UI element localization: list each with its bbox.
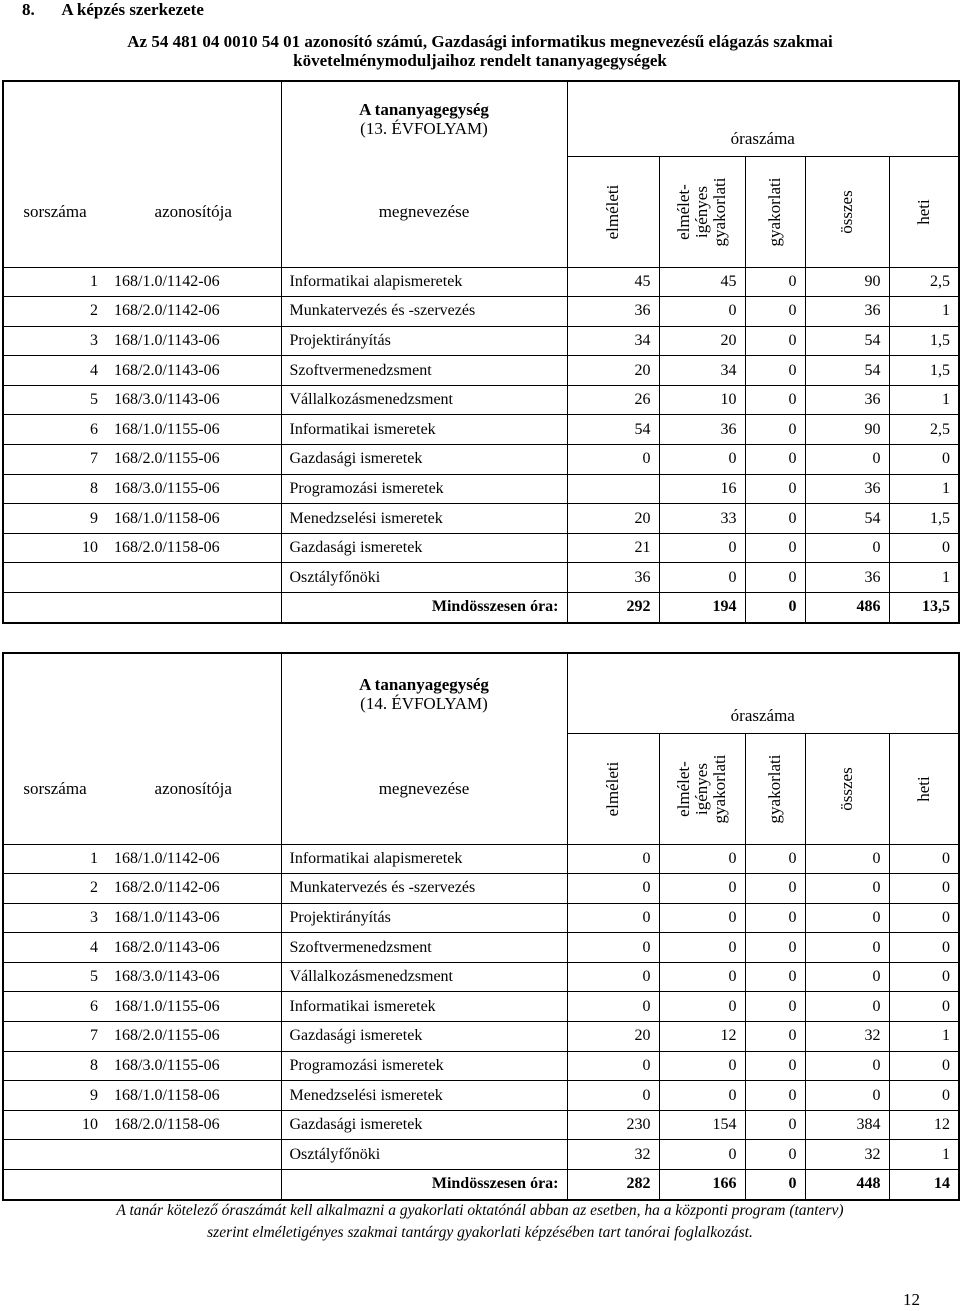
- azonosito-cell: 168/1.0/1142-06: [106, 844, 281, 874]
- table-row: [3, 1110, 959, 1140]
- megnevezes-cell: Projektirányítás: [281, 903, 567, 933]
- total-osszes-cell: 448: [805, 1170, 889, 1200]
- megnevezes-cell: Programozási ismeretek: [281, 1051, 567, 1081]
- elmeleti-cell: 54: [567, 415, 659, 445]
- osszes-cell: 36: [805, 297, 889, 327]
- elmeletigenyes-cell: 0: [659, 962, 745, 992]
- megnevezes-cell: Munkatervezés és -szervezés: [281, 874, 567, 904]
- osszes-cell: 36: [805, 385, 889, 415]
- megnevezes-cell: Gazdasági ismeretek: [281, 1022, 567, 1052]
- total-label: Mindösszesen óra:: [281, 593, 567, 623]
- subtitle-line-1: Az 54 481 04 0010 54 01 azonosító számú, Gazdasági informatikus megnevezésű elágazás szakmai: [127, 32, 833, 51]
- elmeleti-cell: 20: [567, 356, 659, 386]
- elmeletigenyes-cell: 0: [659, 1081, 745, 1111]
- azonosito-cell: 168/1.0/1143-06: [106, 903, 281, 933]
- megnevezes-cell: Szoftvermenedzsment: [281, 933, 567, 963]
- elmeleti-cell: 0: [567, 844, 659, 874]
- osszes-cell: 0: [805, 445, 889, 475]
- megnevezes-cell: Gazdasági ismeretek: [281, 533, 567, 563]
- gyakorlati-cell: 0: [745, 1081, 805, 1111]
- total-row: [3, 593, 959, 623]
- azonosito-cell: 168/1.0/1155-06: [106, 992, 281, 1022]
- gyakorlati-cell: 0: [745, 992, 805, 1022]
- gyakorlati-header: gyakorlati: [765, 177, 784, 246]
- elmeleti-cell: [567, 474, 659, 504]
- megnevezes-cell: Vállalkozásmenedzsment: [281, 962, 567, 992]
- megnevezes-cell: Munkatervezés és -szervezés: [281, 297, 567, 327]
- megnevezes-cell: Vállalkozásmenedzsment: [281, 385, 567, 415]
- elmeletigenyes-line-1: elmélet-: [674, 183, 693, 240]
- elmeletigenyes-cell: 10: [659, 385, 745, 415]
- total-gyakorlati-cell: 0: [745, 1170, 805, 1200]
- azonosito-cell: 168/2.0/1155-06: [106, 1022, 281, 1052]
- azonosito-cell: 168/2.0/1143-06: [106, 356, 281, 386]
- elmeleti-cell: 0: [567, 933, 659, 963]
- azonosito-cell: 168/2.0/1143-06: [106, 933, 281, 963]
- osszes-cell: 384: [805, 1110, 889, 1140]
- footnote: [0, 1200, 960, 1244]
- table-row: [3, 933, 959, 963]
- heti-cell: 0: [889, 1081, 959, 1111]
- elmeleti-cell: 36: [567, 563, 659, 593]
- unit-header: [281, 81, 567, 156]
- megnevezese-header: megnevezése: [281, 733, 567, 844]
- section-heading: [4, 0, 204, 20]
- azonosito-cell: 168/2.0/1142-06: [106, 297, 281, 327]
- subtitle-line-2: követelménymoduljaihoz rendelt tananyagegységek: [293, 51, 667, 70]
- azonositoja-header: azonosítója: [154, 778, 232, 798]
- sorszam-cell: 10: [3, 1110, 106, 1140]
- osszes-cell: 0: [805, 844, 889, 874]
- gyakorlati-cell: 0: [745, 563, 805, 593]
- elmeletigenyes-header: [675, 177, 729, 246]
- elmeleti-cell: 34: [567, 326, 659, 356]
- elmeletigenyes-cell: 34: [659, 356, 745, 386]
- elmeleti-header: elméleti: [603, 761, 622, 816]
- elmeletigenyes-cell: 0: [659, 445, 745, 475]
- osztalyfonoki-label: Osztályfőnöki: [281, 563, 567, 593]
- sorszama-header: sorszáma: [3, 733, 106, 844]
- elmeleti-cell: 0: [567, 903, 659, 933]
- heti-cell: 1: [889, 297, 959, 327]
- unit-header-title: A tananyagegység: [359, 674, 489, 694]
- osszes-cell: 0: [805, 1051, 889, 1081]
- gyakorlati-cell: 0: [745, 474, 805, 504]
- gyakorlati-cell: 0: [745, 844, 805, 874]
- elmeletigenyes-cell: 0: [659, 903, 745, 933]
- sorszam-cell: 10: [3, 533, 106, 563]
- osszes-cell: 0: [805, 992, 889, 1022]
- elmeletigenyes-cell: 36: [659, 415, 745, 445]
- elmeletigenyes-cell: 0: [659, 297, 745, 327]
- gyakorlati-cell: 0: [745, 1110, 805, 1140]
- gyakorlati-cell: 0: [745, 415, 805, 445]
- document-subtitle: [0, 32, 960, 70]
- total-elmeleti-cell: 292: [567, 593, 659, 623]
- elmeletigenyes-cell: 12: [659, 1022, 745, 1052]
- elmeletigenyes-cell: 33: [659, 504, 745, 534]
- elmeleti-cell: 0: [567, 1051, 659, 1081]
- elmeletigenyes-cell: 0: [659, 563, 745, 593]
- azonosito-cell: 168/3.0/1155-06: [106, 474, 281, 504]
- total-row: [3, 1170, 959, 1200]
- table-row: [3, 844, 959, 874]
- osszes-cell: 90: [805, 415, 889, 445]
- total-heti-cell: 13,5: [889, 593, 959, 623]
- gyakorlati-cell: 0: [745, 356, 805, 386]
- megnevezes-cell: Gazdasági ismeretek: [281, 1110, 567, 1140]
- table-row: [3, 1022, 959, 1052]
- osztalyfonoki-label: Osztályfőnöki: [281, 1140, 567, 1170]
- osszes-cell: 36: [805, 474, 889, 504]
- osszes-cell: 0: [805, 533, 889, 563]
- azonosito-cell: 168/1.0/1142-06: [106, 267, 281, 297]
- elmeletigenyes-line-1: elmélet-: [674, 760, 693, 817]
- elmeletigenyes-cell: 0: [659, 933, 745, 963]
- heti-cell: 0: [889, 992, 959, 1022]
- elmeletigenyes-cell: 0: [659, 992, 745, 1022]
- sorszam-cell: 4: [3, 356, 106, 386]
- heti-cell: 12: [889, 1110, 959, 1140]
- azonositoja-header: azonosítója: [154, 201, 232, 221]
- azonosito-cell: 168/2.0/1158-06: [106, 533, 281, 563]
- elmeleti-cell: 36: [567, 297, 659, 327]
- elmeletigenyes-line-2: igényes: [692, 185, 711, 238]
- osszes-cell: 0: [805, 1081, 889, 1111]
- heti-cell: 1: [889, 563, 959, 593]
- megnevezes-cell: Menedzselési ismeretek: [281, 504, 567, 534]
- table-row: [3, 297, 959, 327]
- elmeletigenyes-header: [675, 754, 729, 823]
- unit-header-title: A tananyagegység: [359, 100, 489, 119]
- table-row: [3, 1051, 959, 1081]
- heti-cell: 0: [889, 533, 959, 563]
- osszes-cell: 0: [805, 933, 889, 963]
- heti-cell: 0: [889, 874, 959, 904]
- heti-cell: 1: [889, 474, 959, 504]
- table-row: [3, 267, 959, 297]
- sorszam-cell: 7: [3, 445, 106, 475]
- table-row: [3, 903, 959, 933]
- azonosito-cell: 168/3.0/1143-06: [106, 962, 281, 992]
- footnote-line-1: A tanár kötelező óraszámát kell alkalmazni a gyakorlati oktatónál abban az esetben, ha a központi program (tanterv): [116, 1202, 844, 1219]
- heti-cell: 1: [889, 385, 959, 415]
- heti-cell: 1,5: [889, 326, 959, 356]
- elmeletigenyes-cell: 45: [659, 267, 745, 297]
- oraszama-header: óraszáma: [567, 121, 959, 156]
- table-row: [3, 385, 959, 415]
- heti-cell: 2,5: [889, 415, 959, 445]
- heti-cell: 2,5: [889, 267, 959, 297]
- osszes-cell: 0: [805, 962, 889, 992]
- table-row: [3, 356, 959, 386]
- elmeleti-cell: 0: [567, 992, 659, 1022]
- elmeleti-cell: 32: [567, 1140, 659, 1170]
- gyakorlati-header: gyakorlati: [765, 754, 784, 823]
- osszes-header: összes: [837, 766, 856, 811]
- osztalyfonoki-row: [3, 563, 959, 593]
- heti-cell: 0: [889, 844, 959, 874]
- elmeletigenyes-cell: 0: [659, 1051, 745, 1081]
- elmeleti-cell: 0: [567, 874, 659, 904]
- megnevezes-cell: Informatikai alapismeretek: [281, 267, 567, 297]
- sorszama-header: sorszáma: [3, 156, 106, 267]
- gyakorlati-cell: 0: [745, 1022, 805, 1052]
- heti-cell: 0: [889, 1051, 959, 1081]
- azonosito-cell: 168/2.0/1142-06: [106, 874, 281, 904]
- heti-cell: 0: [889, 962, 959, 992]
- azonosito-cell: 168/1.0/1143-06: [106, 326, 281, 356]
- total-label: Mindösszesen óra:: [281, 1170, 567, 1200]
- elmeleti-cell: 0: [567, 445, 659, 475]
- blank-cell: [3, 563, 281, 593]
- gyakorlati-cell: 0: [745, 903, 805, 933]
- megnevezes-cell: Projektirányítás: [281, 326, 567, 356]
- curriculum-table-13: [2, 80, 960, 624]
- elmeletigenyes-line-3: gyakorlati: [710, 754, 729, 823]
- curriculum-table-14: [2, 652, 960, 1201]
- elmeletigenyes-cell: 16: [659, 474, 745, 504]
- elmeleti-cell: 20: [567, 504, 659, 534]
- sorszam-cell: 6: [3, 992, 106, 1022]
- sorszam-cell: 1: [3, 267, 106, 297]
- elmeleti-cell: 0: [567, 1081, 659, 1111]
- sorszam-cell: 3: [3, 326, 106, 356]
- gyakorlati-cell: 0: [745, 962, 805, 992]
- table-row: [3, 326, 959, 356]
- sorszam-cell: 5: [3, 962, 106, 992]
- osszes-cell: 0: [805, 903, 889, 933]
- megnevezes-cell: Gazdasági ismeretek: [281, 445, 567, 475]
- azonosito-cell: 168/2.0/1158-06: [106, 1110, 281, 1140]
- blank-cell: [3, 1170, 281, 1200]
- heti-cell: 1: [889, 1022, 959, 1052]
- gyakorlati-cell: 0: [745, 297, 805, 327]
- elmeletigenyes-cell: 0: [659, 874, 745, 904]
- oraszama-header: óraszáma: [567, 699, 959, 733]
- table-row: [3, 474, 959, 504]
- osszes-cell: 0: [805, 874, 889, 904]
- table-row: [3, 962, 959, 992]
- sorszam-cell: 2: [3, 874, 106, 904]
- sorszam-cell: 9: [3, 504, 106, 534]
- unit-header-year: (14. ÉVFOLYAM): [360, 693, 488, 713]
- gyakorlati-cell: 0: [745, 385, 805, 415]
- elmeletigenyes-cell: 0: [659, 1140, 745, 1170]
- blank-cell: [3, 1140, 281, 1170]
- sorszam-cell: 5: [3, 385, 106, 415]
- osszes-cell: 54: [805, 504, 889, 534]
- osszes-cell: 32: [805, 1140, 889, 1170]
- gyakorlati-cell: 0: [745, 326, 805, 356]
- megnevezes-cell: Menedzselési ismeretek: [281, 1081, 567, 1111]
- osztalyfonoki-row: [3, 1140, 959, 1170]
- osszes-cell: 54: [805, 326, 889, 356]
- elmeleti-cell: 0: [567, 962, 659, 992]
- elmeleti-header: elméleti: [603, 184, 622, 239]
- heti-cell: 1,5: [889, 356, 959, 386]
- total-gyakorlati-cell: 0: [745, 593, 805, 623]
- table-row: [3, 504, 959, 534]
- table-row: [3, 445, 959, 475]
- heti-cell: 0: [889, 903, 959, 933]
- heti-cell: 1: [889, 1140, 959, 1170]
- osszes-cell: 90: [805, 267, 889, 297]
- gyakorlati-cell: 0: [745, 504, 805, 534]
- sorszam-cell: 6: [3, 415, 106, 445]
- sorszam-cell: 7: [3, 1022, 106, 1052]
- total-elmeleti-cell: 282: [567, 1170, 659, 1200]
- elmeleti-cell: 21: [567, 533, 659, 563]
- azonosito-cell: 168/1.0/1158-06: [106, 504, 281, 534]
- section-title: A képzés szerkezete: [61, 0, 204, 19]
- heti-cell: 1,5: [889, 504, 959, 534]
- osszes-cell: 32: [805, 1022, 889, 1052]
- elmeleti-cell: 20: [567, 1022, 659, 1052]
- elmeleti-cell: 45: [567, 267, 659, 297]
- osszes-cell: 54: [805, 356, 889, 386]
- elmeletigenyes-cell: 0: [659, 844, 745, 874]
- sorszam-cell: 1: [3, 844, 106, 874]
- elmeletigenyes-line-3: gyakorlati: [710, 177, 729, 246]
- elmeletigenyes-line-2: igényes: [692, 762, 711, 815]
- sorszam-cell: 8: [3, 474, 106, 504]
- table-row: [3, 415, 959, 445]
- megnevezes-cell: Informatikai ismeretek: [281, 415, 567, 445]
- osszes-cell: 36: [805, 563, 889, 593]
- gyakorlati-cell: 0: [745, 445, 805, 475]
- elmeletigenyes-cell: 154: [659, 1110, 745, 1140]
- megnevezes-cell: Informatikai alapismeretek: [281, 844, 567, 874]
- unit-header-year: (13. ÉVFOLYAM): [360, 119, 488, 138]
- megnevezes-cell: Szoftvermenedzsment: [281, 356, 567, 386]
- azonosito-cell: 168/1.0/1158-06: [106, 1081, 281, 1111]
- gyakorlati-cell: 0: [745, 1140, 805, 1170]
- gyakorlati-cell: 0: [745, 933, 805, 963]
- total-elmeletigenyes-cell: 194: [659, 593, 745, 623]
- gyakorlati-cell: 0: [745, 533, 805, 563]
- unit-header: [281, 653, 567, 733]
- sorszam-cell: 9: [3, 1081, 106, 1111]
- table-row: [3, 533, 959, 563]
- osszes-header: összes: [837, 189, 856, 234]
- sorszam-cell: 8: [3, 1051, 106, 1081]
- megnevezese-header: megnevezése: [281, 156, 567, 267]
- table-row: [3, 992, 959, 1022]
- footnote-line-2: szerint elméletigényes szakmai tantárgy gyakorlati képzésében tart tanórai foglalkozást.: [207, 1224, 753, 1241]
- azonosito-cell: 168/1.0/1155-06: [106, 415, 281, 445]
- elmeletigenyes-cell: 0: [659, 533, 745, 563]
- elmeletigenyes-cell: 20: [659, 326, 745, 356]
- table-row: [3, 874, 959, 904]
- azonosito-cell: 168/3.0/1143-06: [106, 385, 281, 415]
- heti-header: heti: [913, 198, 933, 225]
- table-row: [3, 1081, 959, 1111]
- elmeleti-cell: 26: [567, 385, 659, 415]
- sorszam-cell: 4: [3, 933, 106, 963]
- gyakorlati-cell: 0: [745, 874, 805, 904]
- gyakorlati-cell: 0: [745, 267, 805, 297]
- blank-cell: [3, 593, 281, 623]
- azonosito-cell: 168/2.0/1155-06: [106, 445, 281, 475]
- megnevezes-cell: Informatikai ismeretek: [281, 992, 567, 1022]
- heti-cell: 0: [889, 933, 959, 963]
- total-elmeletigenyes-cell: 166: [659, 1170, 745, 1200]
- azonosito-cell: 168/3.0/1155-06: [106, 1051, 281, 1081]
- total-heti-cell: 14: [889, 1170, 959, 1200]
- elmeleti-cell: 230: [567, 1110, 659, 1140]
- page-number: 12: [903, 1290, 920, 1309]
- section-number: 8.: [22, 0, 35, 19]
- gyakorlati-cell: 0: [745, 1051, 805, 1081]
- total-osszes-cell: 486: [805, 593, 889, 623]
- sorszam-cell: 2: [3, 297, 106, 327]
- megnevezes-cell: Programozási ismeretek: [281, 474, 567, 504]
- heti-header: heti: [913, 775, 933, 802]
- sorszam-cell: 3: [3, 903, 106, 933]
- heti-cell: 0: [889, 445, 959, 475]
